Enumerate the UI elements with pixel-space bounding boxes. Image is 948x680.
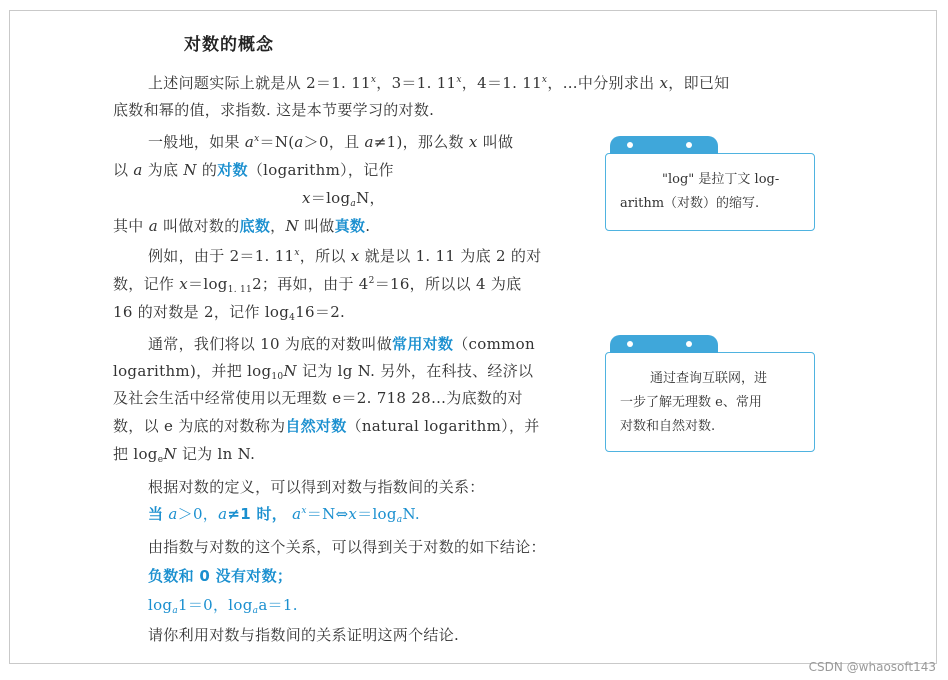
note1-line2: arithm（对数）的缩写. — [620, 196, 760, 211]
p2-line1: 一般地，如果 $a^x=N(a>0$，且 a≠1)，那么数 x 叫做 — [148, 133, 514, 151]
p2-line4: 其中 a 叫做对数的底数，N 叫做真数. — [113, 217, 371, 235]
p5-line1: 根据对数的定义，可以得到对数与指数间的关系： — [148, 478, 485, 496]
p1-line1: 上述问题实际上就是从 2＝1. 11$^x$，3＝1. 11$^x$，4＝1. 11$^x$，…中分别求出 x，即已知 — [148, 74, 730, 92]
p4-line4: 数，以 e 为底的对数称为自然对数（natural logarithm），并 — [113, 417, 540, 435]
p4-line2: logarithm)，并把 $\log_{10}N$ 记为 lg N. 另外，在科技、经济以 — [113, 362, 534, 382]
side-note-log — [605, 153, 815, 231]
p5-line6: 请你利用对数与指数间的关系证明这两个结论. — [148, 626, 460, 644]
section-title: 对数的概念 — [184, 35, 274, 55]
p4-line1: 通常，我们将以 10 为底的对数叫做常用对数（common — [148, 335, 535, 353]
p2-line2: 以 a 为底 N 的对数（logarithm），记作 — [113, 161, 394, 179]
term-logarithm: 对数 — [217, 161, 248, 179]
note2-line2: 一步了解无理数 e、常用 — [620, 395, 762, 410]
note2-line1: 通过查询互联网，进 — [650, 371, 768, 386]
note-dot — [686, 341, 692, 347]
watermark: CSDN @whaosoft143 — [808, 660, 936, 674]
note2-line3: 对数和自然对数. — [620, 419, 716, 434]
term-base: 底数 — [239, 217, 271, 235]
conclusion-2: $\log_a1=0$，$\log_aa=1$. — [148, 596, 298, 616]
term-common-log: 常用对数 — [392, 335, 454, 353]
side-note-internet — [605, 352, 815, 452]
note-dot — [627, 341, 633, 347]
p3-line1: 例如，由于 2＝1. 11$^x$，所以 x 就是以 1. 11 为底 2 的对 — [148, 247, 542, 265]
definition-formula: $x=\log_aN$， — [302, 189, 385, 209]
note1-line1: "log" 是拉丁文 log- — [662, 172, 780, 187]
note-tab — [610, 335, 718, 353]
term-antilog: 真数 — [334, 217, 366, 235]
note-tab — [610, 136, 718, 154]
p3-line3: 16 的对数是 2，记作 $\log_416=2$. — [113, 303, 346, 323]
relation-statement: 当 a＞0，a≠1 时， $a^x=N\Leftrightarrow x=\log_aN$. — [148, 505, 421, 525]
p5-line3: 由指数与对数的这个关系，可以得到关于对数的如下结论： — [148, 538, 546, 556]
p1-line2: 底数和幂的值，求指数. 这是本节要学习的对数. — [113, 101, 435, 119]
p4-line5: 把 $\log_eN$ 记为 ln N. — [113, 445, 256, 465]
p4-line3: 及社会生活中经常使用以无理数 e＝2. 718 28…为底数的对 — [113, 389, 523, 407]
conclusion-1: 负数和 0 没有对数； — [148, 567, 293, 585]
p3-line2: 数，记作 $x=\log_{1. 11}2$；再如，由于 $4^2=16$，所以以 4 为底 — [113, 275, 522, 295]
note-dot — [686, 142, 692, 148]
note-dot — [627, 142, 633, 148]
term-natural-log: 自然对数 — [285, 417, 347, 435]
